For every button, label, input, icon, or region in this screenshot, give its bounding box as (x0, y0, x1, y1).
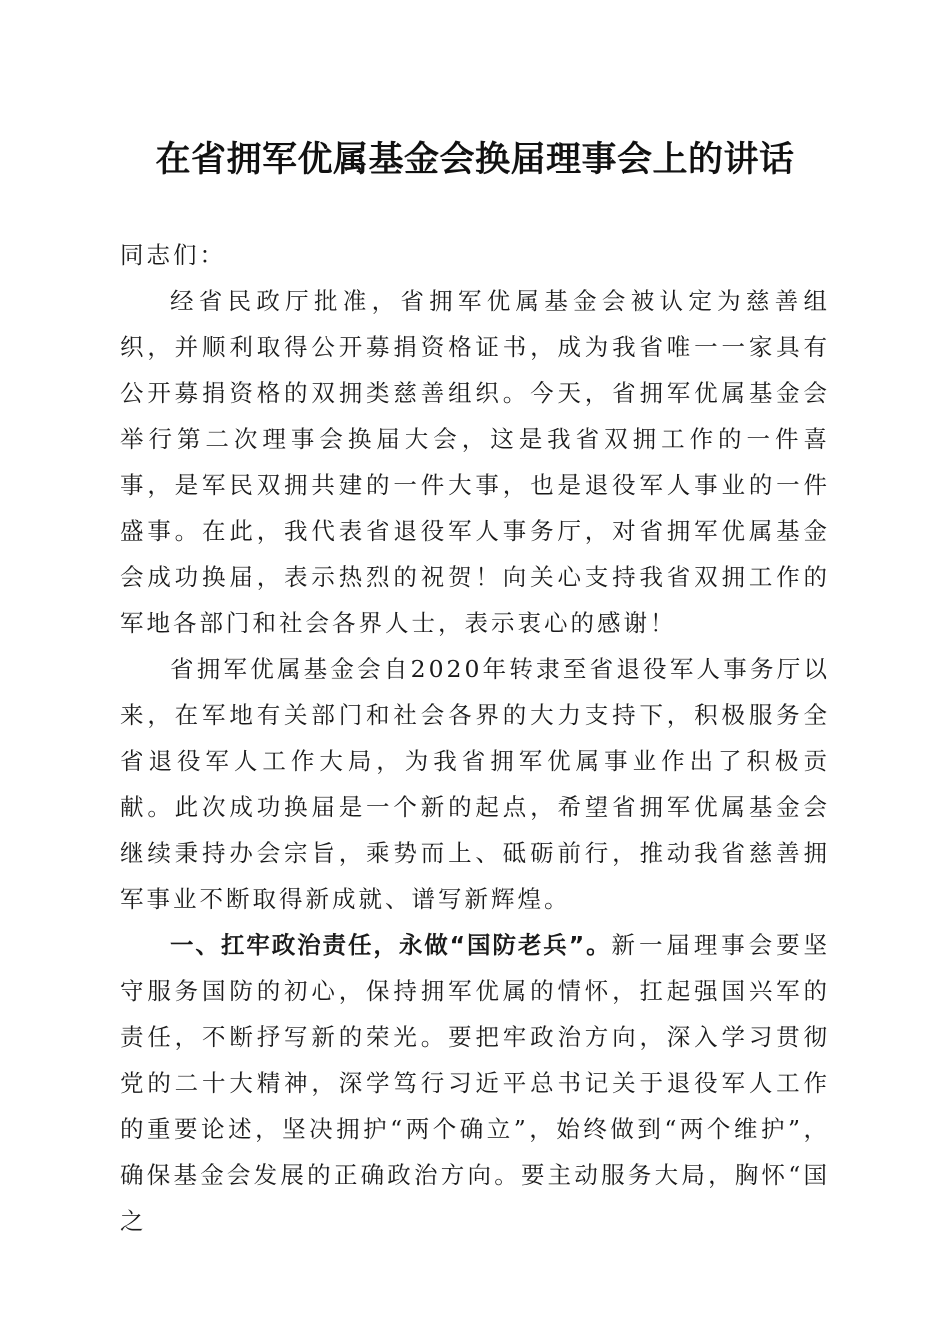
page-title: 在省拥军优属基金会换届理事会上的讲话 (155, 139, 795, 180)
paragraph-history: 省拥军优属基金会自2020年转隶至省退役军人事务厅以来，在军地有关部门和社会各界的大力支持下，积极服务全省退役军人工作大局，为我省拥军优属事业作出了积极贡献。此次成功换届是一个新的起点，希望省拥军优属基金会继续秉持办会宗旨，乘势而上、砥砺前行，推动我省慈善拥军事业不断取得新成就、谱写新辉煌。 (120, 655, 830, 913)
section-one-text: 新一届理事会要坚守服务国防的初心，保持拥军优属的情怀，扛起强国兴军的责任，不断抒写新的荣光。要把牢政治方向，深入学习贯彻党的二十大精神，深学笃行习近平总书记关于退役军人工作的重要论述，坚决拥护“两个确立”，始终做到“两个维护”，确保基金会发展的正确政治方向。要主动服务大局，胸怀“国之 (120, 931, 831, 1235)
salutation: 同志们： (120, 241, 226, 269)
section-one-paragraph (120, 922, 830, 1244)
paragraph-approval: 经省民政厅批准，省拥军优属基金会被认定为慈善组织，并顺利取得公开募捐资格证书，成为我省唯一一家具有公开募捐资格的双拥类慈善组织。今天，省拥军优属基金会举行第二次理事会换届大会，这是我省双拥工作的一件喜事，是军民双拥共建的一件大事，也是退役军人事业的一件盛事。在此，我代表省退役军人事务厅，对省拥军优属基金会成功换届，表示热烈的祝贺！向关心支持我省双拥工作的军地各部门和社会各界人士，表示衷心的感谢！ (120, 287, 830, 637)
section-one-heading: 一、扛牢政治责任，永做“国防老兵”。 (170, 931, 612, 959)
document-body (120, 232, 830, 1244)
